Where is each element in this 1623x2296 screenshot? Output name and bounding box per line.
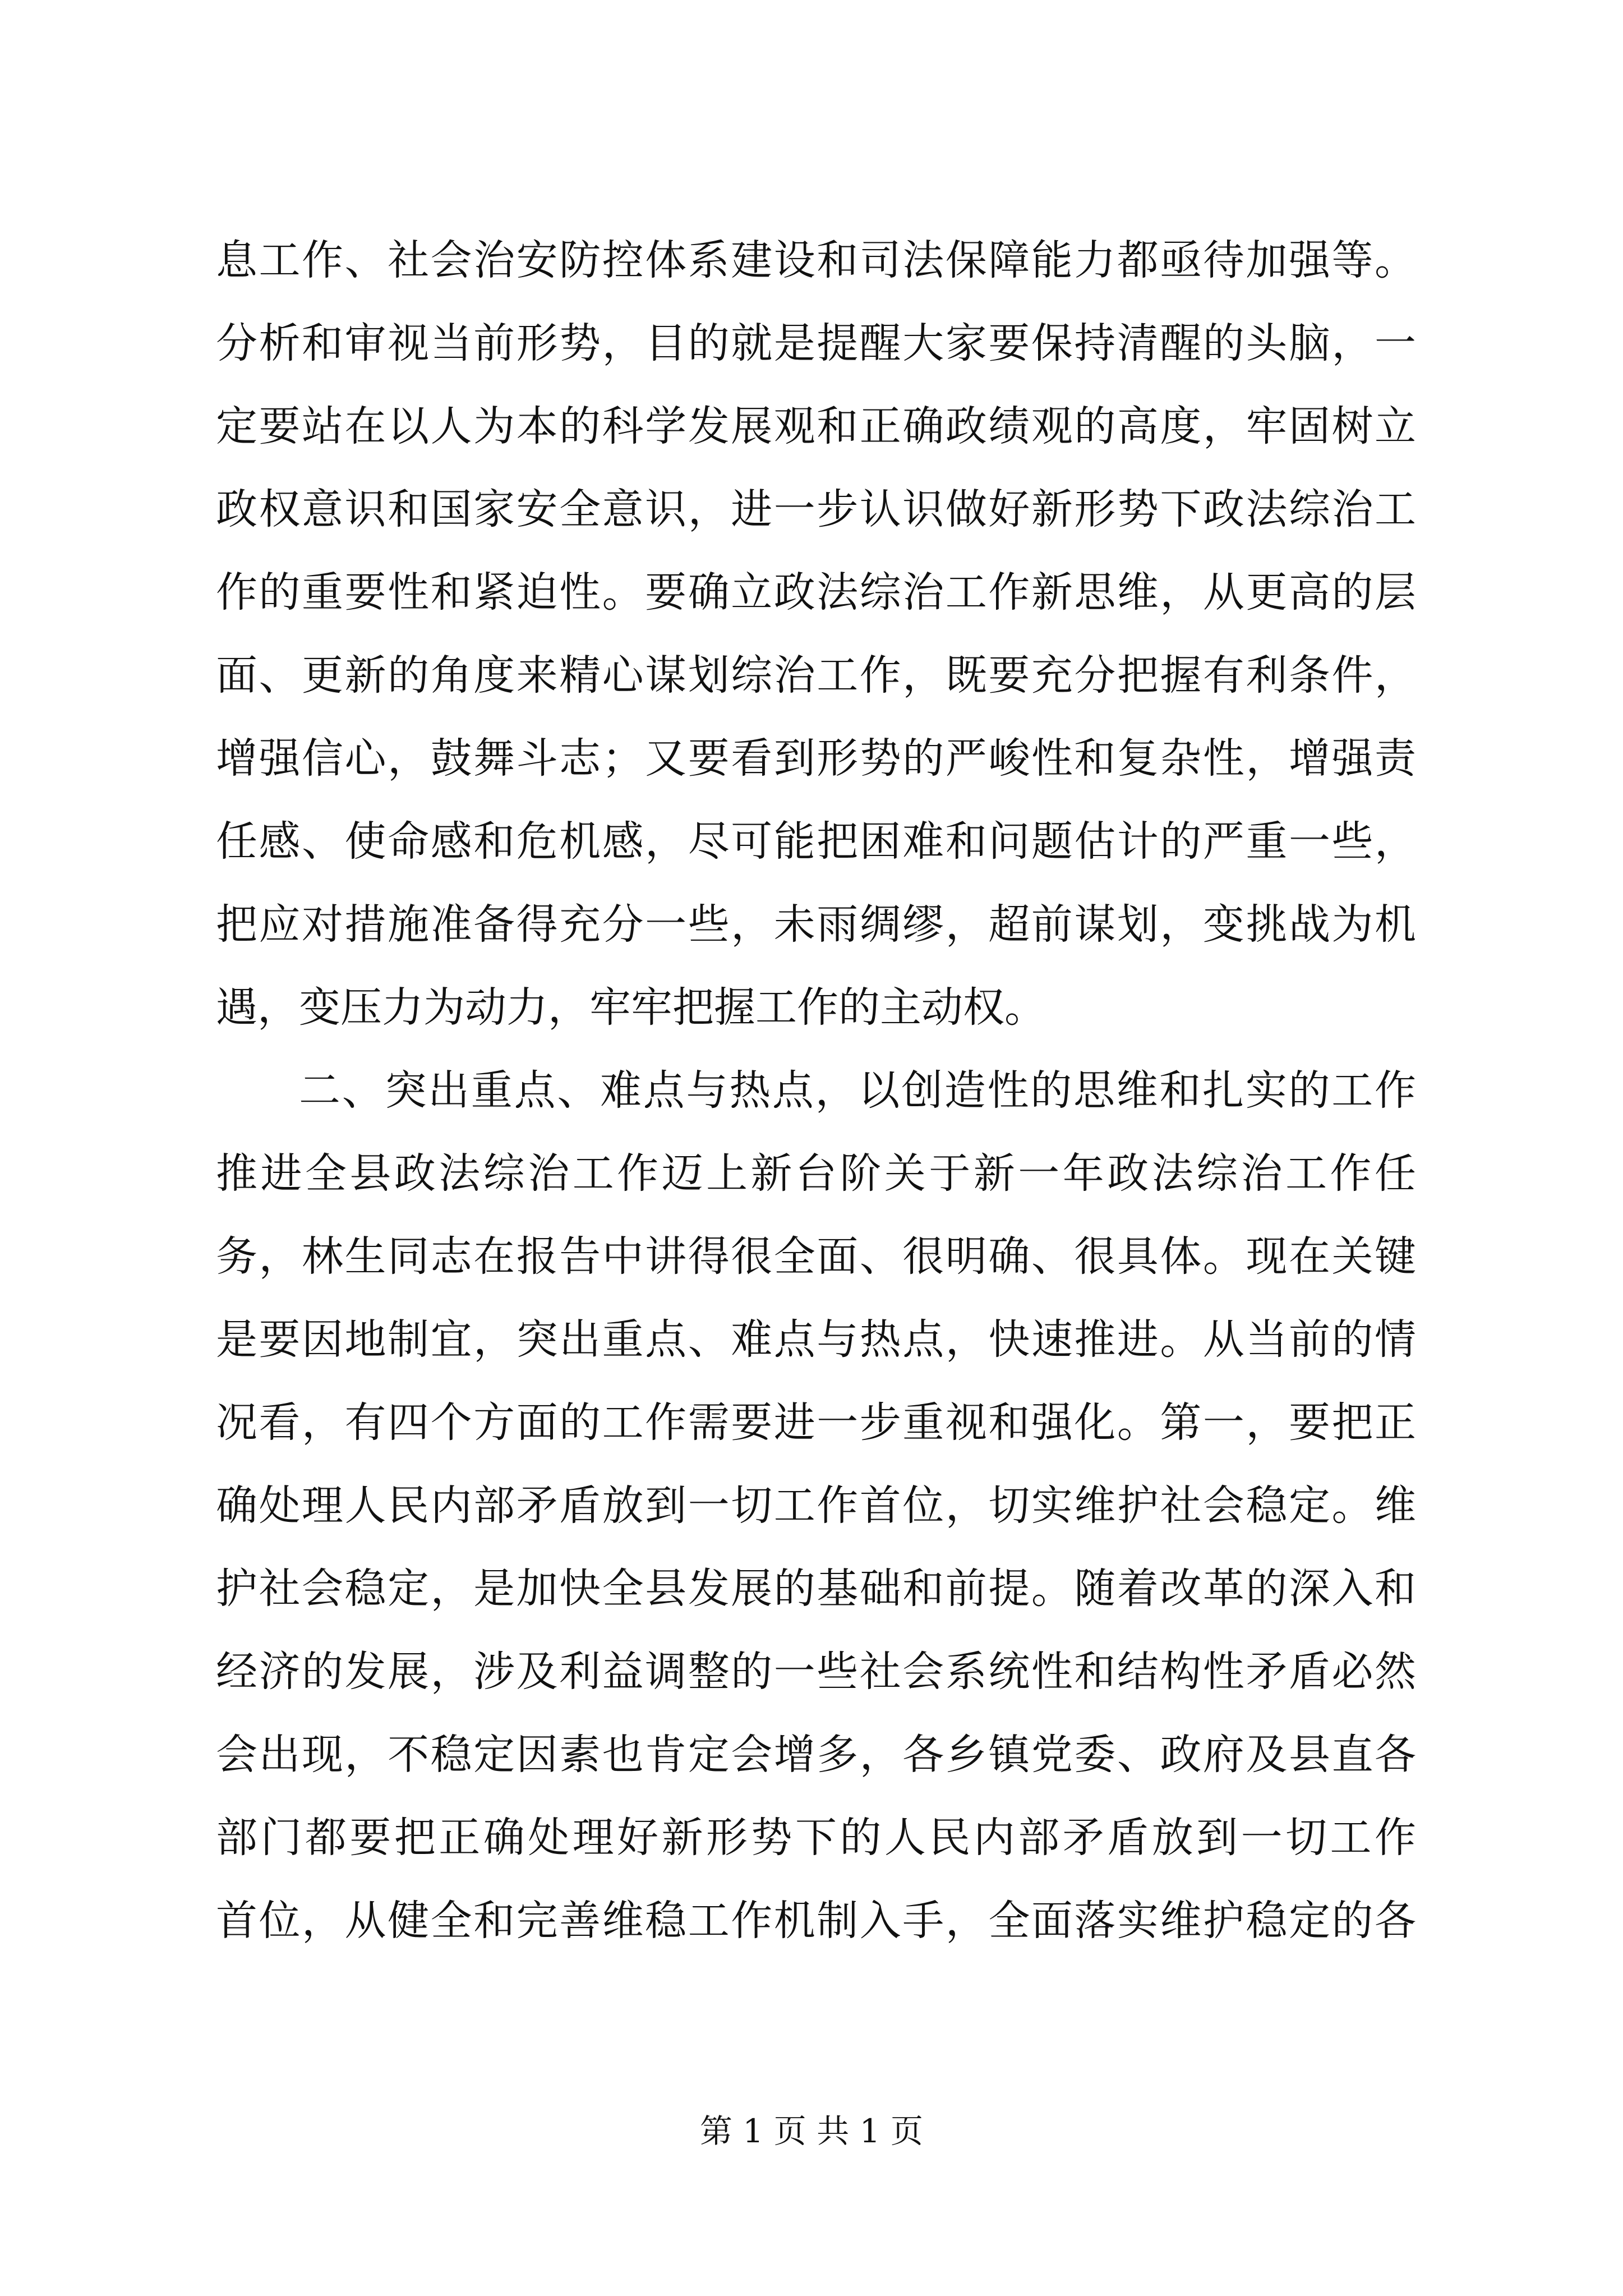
text-line: 定要站在以人为本的科学发展观和正确政绩观的高度，牢固树立 <box>216 402 1416 450</box>
text-line: 把应对措施准备得充分一些，未雨绸缪，超前谋划，变挑战为机 <box>216 900 1416 949</box>
text-line: 经济的发展，涉及利益调整的一些社会系统性和结构性矛盾必然 <box>216 1648 1416 1696</box>
page-number-footer: 第 1 页 共 1 页 <box>700 2112 923 2150</box>
paragraph-2 <box>216 1049 1416 1962</box>
text-line: 护社会稳定，是加快全县发展的基础和前提。随着改革的深入和 <box>216 1565 1416 1613</box>
document-body <box>216 219 1416 1962</box>
text-line: 增强信心，鼓舞斗志；又要看到形势的严峻性和复杂性，增强责 <box>216 734 1416 783</box>
paragraph-1 <box>216 219 1416 1049</box>
text-line: 政权意识和国家安全意识，进一步认识做好新形势下政法综治工 <box>216 485 1416 533</box>
text-line: 部门都要把正确处理好新形势下的人民内部矛盾放到一切工作 <box>216 1814 1416 1862</box>
text-line: 是要因地制宜，突出重点、难点与热点，快速推进。从当前的情 <box>216 1315 1416 1364</box>
text-line: 会出现，不稳定因素也肯定会增多，各乡镇党委、政府及县直各 <box>216 1731 1416 1779</box>
text-line: 面、更新的角度来精心谋划综治工作，既要充分把握有利条件， <box>216 651 1416 700</box>
text-line: 任感、使命感和危机感，尽可能把困难和问题估计的严重一些， <box>216 817 1416 866</box>
text-line: 息工作、社会治安防控体系建设和司法保障能力都亟待加强等。 <box>216 236 1416 284</box>
text-line: 务，林生同志在报告中讲得很全面、很明确、很具体。现在关键 <box>216 1232 1416 1281</box>
text-line: 况看，有四个方面的工作需要进一步重视和强化。第一，要把正 <box>216 1398 1416 1447</box>
section-heading-line: 二、突出重点、难点与热点，以创造性的思维和扎实的工作 <box>299 1066 1416 1115</box>
text-line: 推进全县政法综治工作迈上新台阶关于新一年政法综治工作任 <box>216 1149 1416 1198</box>
text-line: 遇，变压力为动力，牢牢把握工作的主动权。 <box>216 983 1046 1032</box>
text-line: 确处理人民内部矛盾放到一切工作首位，切实维护社会稳定。维 <box>216 1481 1416 1530</box>
text-line: 分析和审视当前形势，目的就是提醒大家要保持清醒的头脑，一 <box>216 319 1416 367</box>
text-line: 作的重要性和紧迫性。要确立政法综治工作新思维，从更高的层 <box>216 568 1416 616</box>
text-line: 首位，从健全和完善维稳工作机制入手，全面落实维护稳定的各 <box>216 1897 1416 1945</box>
